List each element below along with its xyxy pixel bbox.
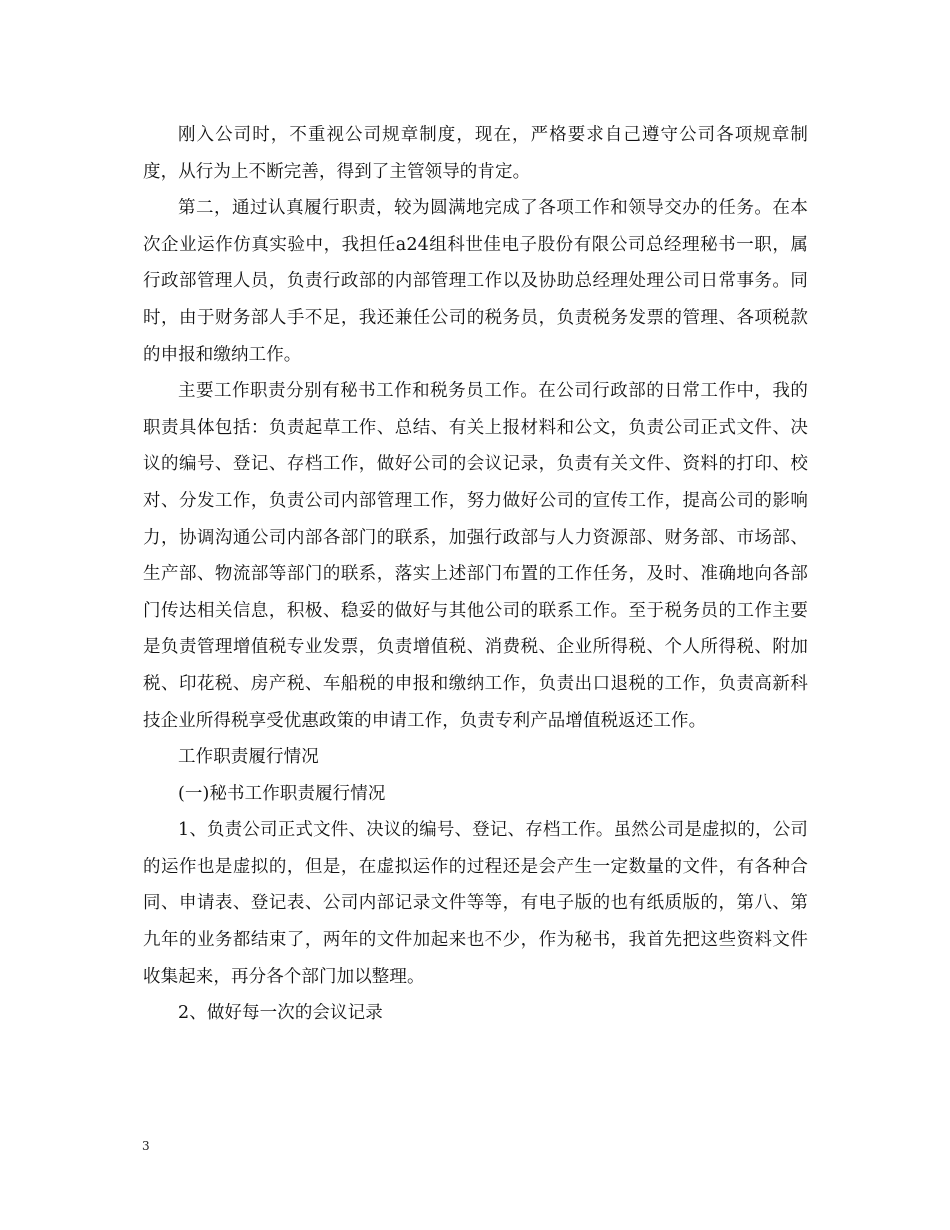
document-body — [143, 117, 808, 1032]
paragraph-rules-compliance: 刚入公司时，不重视公司规章制度，现在，严格要求自己遵守公司各项规章制度，从行为上不断完善，得到了主管领导的肯定。 — [143, 125, 808, 182]
page-number: 3 — [142, 1139, 150, 1153]
paragraph-second-duties: 第二，通过认真履行职责，较为圆满地完成了各项工作和领导交办的任务。在本次企业运作仿真实验中，我担任a24组科世佳电子股份有限公司总经理秘书一职，属行政部管理人员，负责行政部的内部管理工作以及协助总经理处理公司日常事务。同时，由于财务部人手不足，我还兼任公司的税务员，负责税务发票的管理、各项税款的申报和缴纳工作。 — [143, 198, 808, 365]
section-heading-duty-performance: 工作职责履行情况 — [178, 747, 319, 768]
paragraph-item-2-meetings: 2、做好每一次的会议记录 — [178, 1003, 383, 1024]
paragraph-item-1-documents: 1、负责公司正式文件、决议的编号、登记、存档工作。虽然公司是虚拟的，公司的运作也是虚拟的，但是，在虚拟运作的过程还是会产生一定数量的文件，有各种合同、申请表、登记表、公司内部记录文件等等，有电子版的也有纸质版的，第八、第九年的业务都结束了，两年的文件加起来也不少，作为秘书，我首先把这些资料文件收集起来，再分各个部门加以整理。 — [143, 820, 808, 987]
subsection-heading-secretary: (一)秘书工作职责履行情况 — [178, 783, 386, 804]
paragraph-main-responsibilities: 主要工作职责分别有秘书工作和税务员工作。在公司行政部的日常工作中，我的职责具体包括：负责起草工作、总结、有关上报材料和公文，负责公司正式文件、决议的编号、登记、存档工作，做好公司的会议记录，负责有关文件、资料的打印、校对、分发工作，负责公司内部管理工作，努力做好公司的宣传工作，提高公司的影响力，协调沟通公司内部各部门的联系，加强行政部与人力资源部、财务部、市场部、生产部、物流部等部门的联系，落实上述部门布置的工作任务，及时、准确地向各部门传达相关信息，积极、稳妥的做好与其他公司的联系工作。至于税务员的工作主要是负责管理增值税专业发票，负责增值税、消费税、企业所得税、个人所得税、附加税、印花税、房产税、车船税的申报和缴纳工作，负责出口退税的工作，负责高新科技企业所得税享受优惠政策的申请工作，负责专利产品增值税返还工作。 — [143, 381, 808, 731]
